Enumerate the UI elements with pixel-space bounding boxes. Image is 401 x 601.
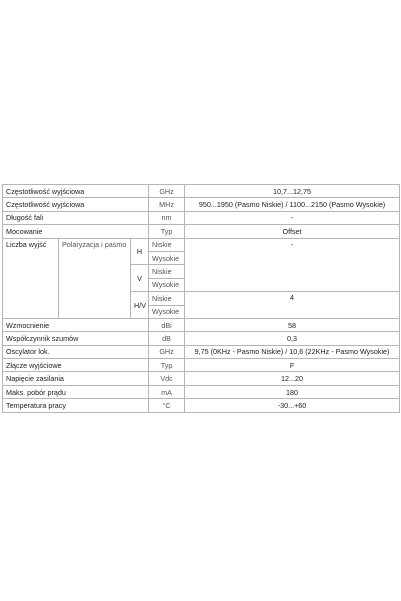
spec-unit: nm: [149, 211, 185, 224]
spec-unit: GHz: [149, 345, 185, 358]
polarization-cell: H: [131, 238, 149, 265]
spec-label: Temperatura pracy: [3, 399, 149, 412]
spec-label: Wzmocnienie: [3, 318, 149, 331]
table-row: [3, 359, 400, 372]
table-row: [3, 318, 400, 331]
polarization-cell: H/V: [131, 292, 149, 319]
spec-label: Długość fali: [3, 211, 149, 224]
spec-value: 180: [185, 385, 400, 398]
spec-unit: dB: [149, 332, 185, 345]
table-row: [3, 332, 400, 345]
spec-value: 12...20: [185, 372, 400, 385]
spec-label: Oscylator lok.: [3, 345, 149, 358]
band-cell: Wysokie: [149, 278, 185, 291]
spec-unit: °C: [149, 399, 185, 412]
polarization-cell: V: [131, 265, 149, 292]
spec-label: Współczynnik szumów: [3, 332, 149, 345]
spec-value: -: [185, 238, 400, 292]
spec-unit: Typ: [149, 225, 185, 238]
spec-value: -30...+60: [185, 399, 400, 412]
spec-label: Napięcie zasilania: [3, 372, 149, 385]
spec-table: [2, 184, 400, 413]
band-cell: Niskie: [149, 292, 185, 305]
outputs-sublabel: Polaryzacja i pasmo: [59, 238, 131, 318]
band-cell: Niskie: [149, 238, 185, 251]
band-cell: Niskie: [149, 265, 185, 278]
table-row: [3, 345, 400, 358]
table-row: [3, 372, 400, 385]
band-cell: Wysokie: [149, 251, 185, 264]
spec-label: Częstotliwość wyjściowa: [3, 198, 149, 211]
spec-unit: GHz: [149, 185, 185, 198]
spec-label: Złącze wyjściowe: [3, 359, 149, 372]
spec-value: F: [185, 359, 400, 372]
band-cell: Wysokie: [149, 305, 185, 318]
spec-unit: Vdc: [149, 372, 185, 385]
spec-unit: MHz: [149, 198, 185, 211]
spec-value: 950...1950 (Pasmo Niskie) / 1100...2150 (Pasmo Wysokie): [185, 198, 400, 211]
table-row: [3, 225, 400, 238]
spec-value: 9,75 (0KHz - Pasmo Niskie) / 10,6 (22KHz - Pasmo Wysokie): [185, 345, 400, 358]
spec-label: Maks. pobór prądu: [3, 385, 149, 398]
spec-value: 0,3: [185, 332, 400, 345]
spec-value: 10,7...12,75: [185, 185, 400, 198]
table-row: [3, 385, 400, 398]
outputs-label: Liczba wyjść: [3, 238, 59, 318]
table-row: [3, 211, 400, 224]
spec-value: 4: [185, 292, 400, 319]
spec-label: Częstotliwość wyjściowa: [3, 185, 149, 198]
spec-value: -: [185, 211, 400, 224]
table-row: [3, 399, 400, 412]
spec-value: Offset: [185, 225, 400, 238]
spec-unit: mA: [149, 385, 185, 398]
table-row: [3, 185, 400, 198]
spec-label: Mocowanie: [3, 225, 149, 238]
table-row: [3, 198, 400, 211]
table-row: [3, 238, 400, 251]
spec-value: 58: [185, 318, 400, 331]
spec-unit: dBi: [149, 318, 185, 331]
spec-unit: Typ: [149, 359, 185, 372]
